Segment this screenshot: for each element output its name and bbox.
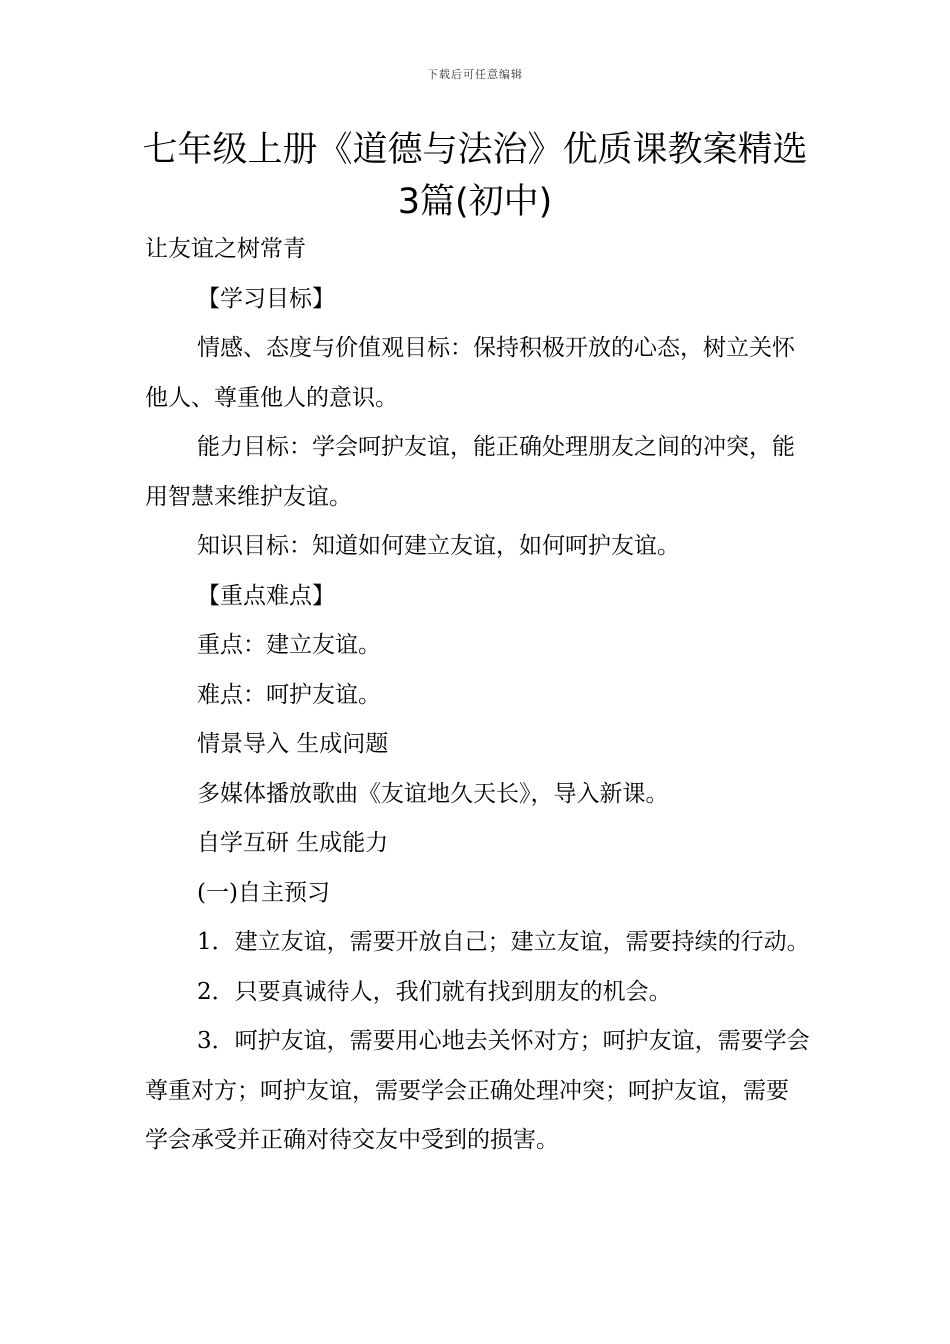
paragraph-subheading: 情景导入 生成问题 bbox=[197, 731, 389, 757]
paragraph-section-title: 让友谊之树常青 bbox=[145, 236, 306, 262]
paragraph: 重点：建立友谊。 bbox=[197, 632, 381, 658]
document-title: 七年级上册《道德与法治》优质课教案精选3篇(初中) bbox=[142, 130, 808, 222]
paragraph-list-item: 2．只要真诚待人，我们就有找到朋友的机会。 bbox=[197, 978, 672, 1005]
paragraph-heading-objectives: 【学习目标】 bbox=[197, 285, 335, 312]
paragraph-subheading: 自学互研 生成能力 bbox=[197, 830, 389, 856]
paragraph-subheading: (一)自主预习 bbox=[197, 879, 330, 906]
paragraph-heading-key-points: 【重点难点】 bbox=[197, 582, 335, 609]
paragraph-list-item: 3．呵护友谊，需要用心地去关怀对方；呵护友谊，需要学会尊重对方；呵护友谊，需要学会正确处理冲突；呵护友谊，需要学会承受并正确对待交友中受到的损害。 bbox=[145, 1028, 810, 1153]
paragraph: 能力目标：学会呵护友谊，能正确处理朋友之间的冲突，能用智慧来维护友谊。 bbox=[145, 434, 795, 510]
paragraph: 难点：呵护友谊。 bbox=[197, 681, 381, 708]
header-note: 下载后可任意编辑 bbox=[427, 68, 523, 81]
paragraph: 情感、态度与价值观目标：保持积极开放的心态，树立关怀他人、尊重他人的意识。 bbox=[145, 335, 795, 411]
paragraph: 多媒体播放歌曲《友谊地久天长》，导入新课。 bbox=[197, 780, 669, 807]
document-body bbox=[145, 225, 810, 1166]
paragraph-list-item: 1．建立友谊，需要开放自己；建立友谊，需要持续的行动。 bbox=[197, 929, 810, 955]
paragraph: 知识目标：知道如何建立友谊，如何呵护友谊。 bbox=[197, 533, 680, 559]
